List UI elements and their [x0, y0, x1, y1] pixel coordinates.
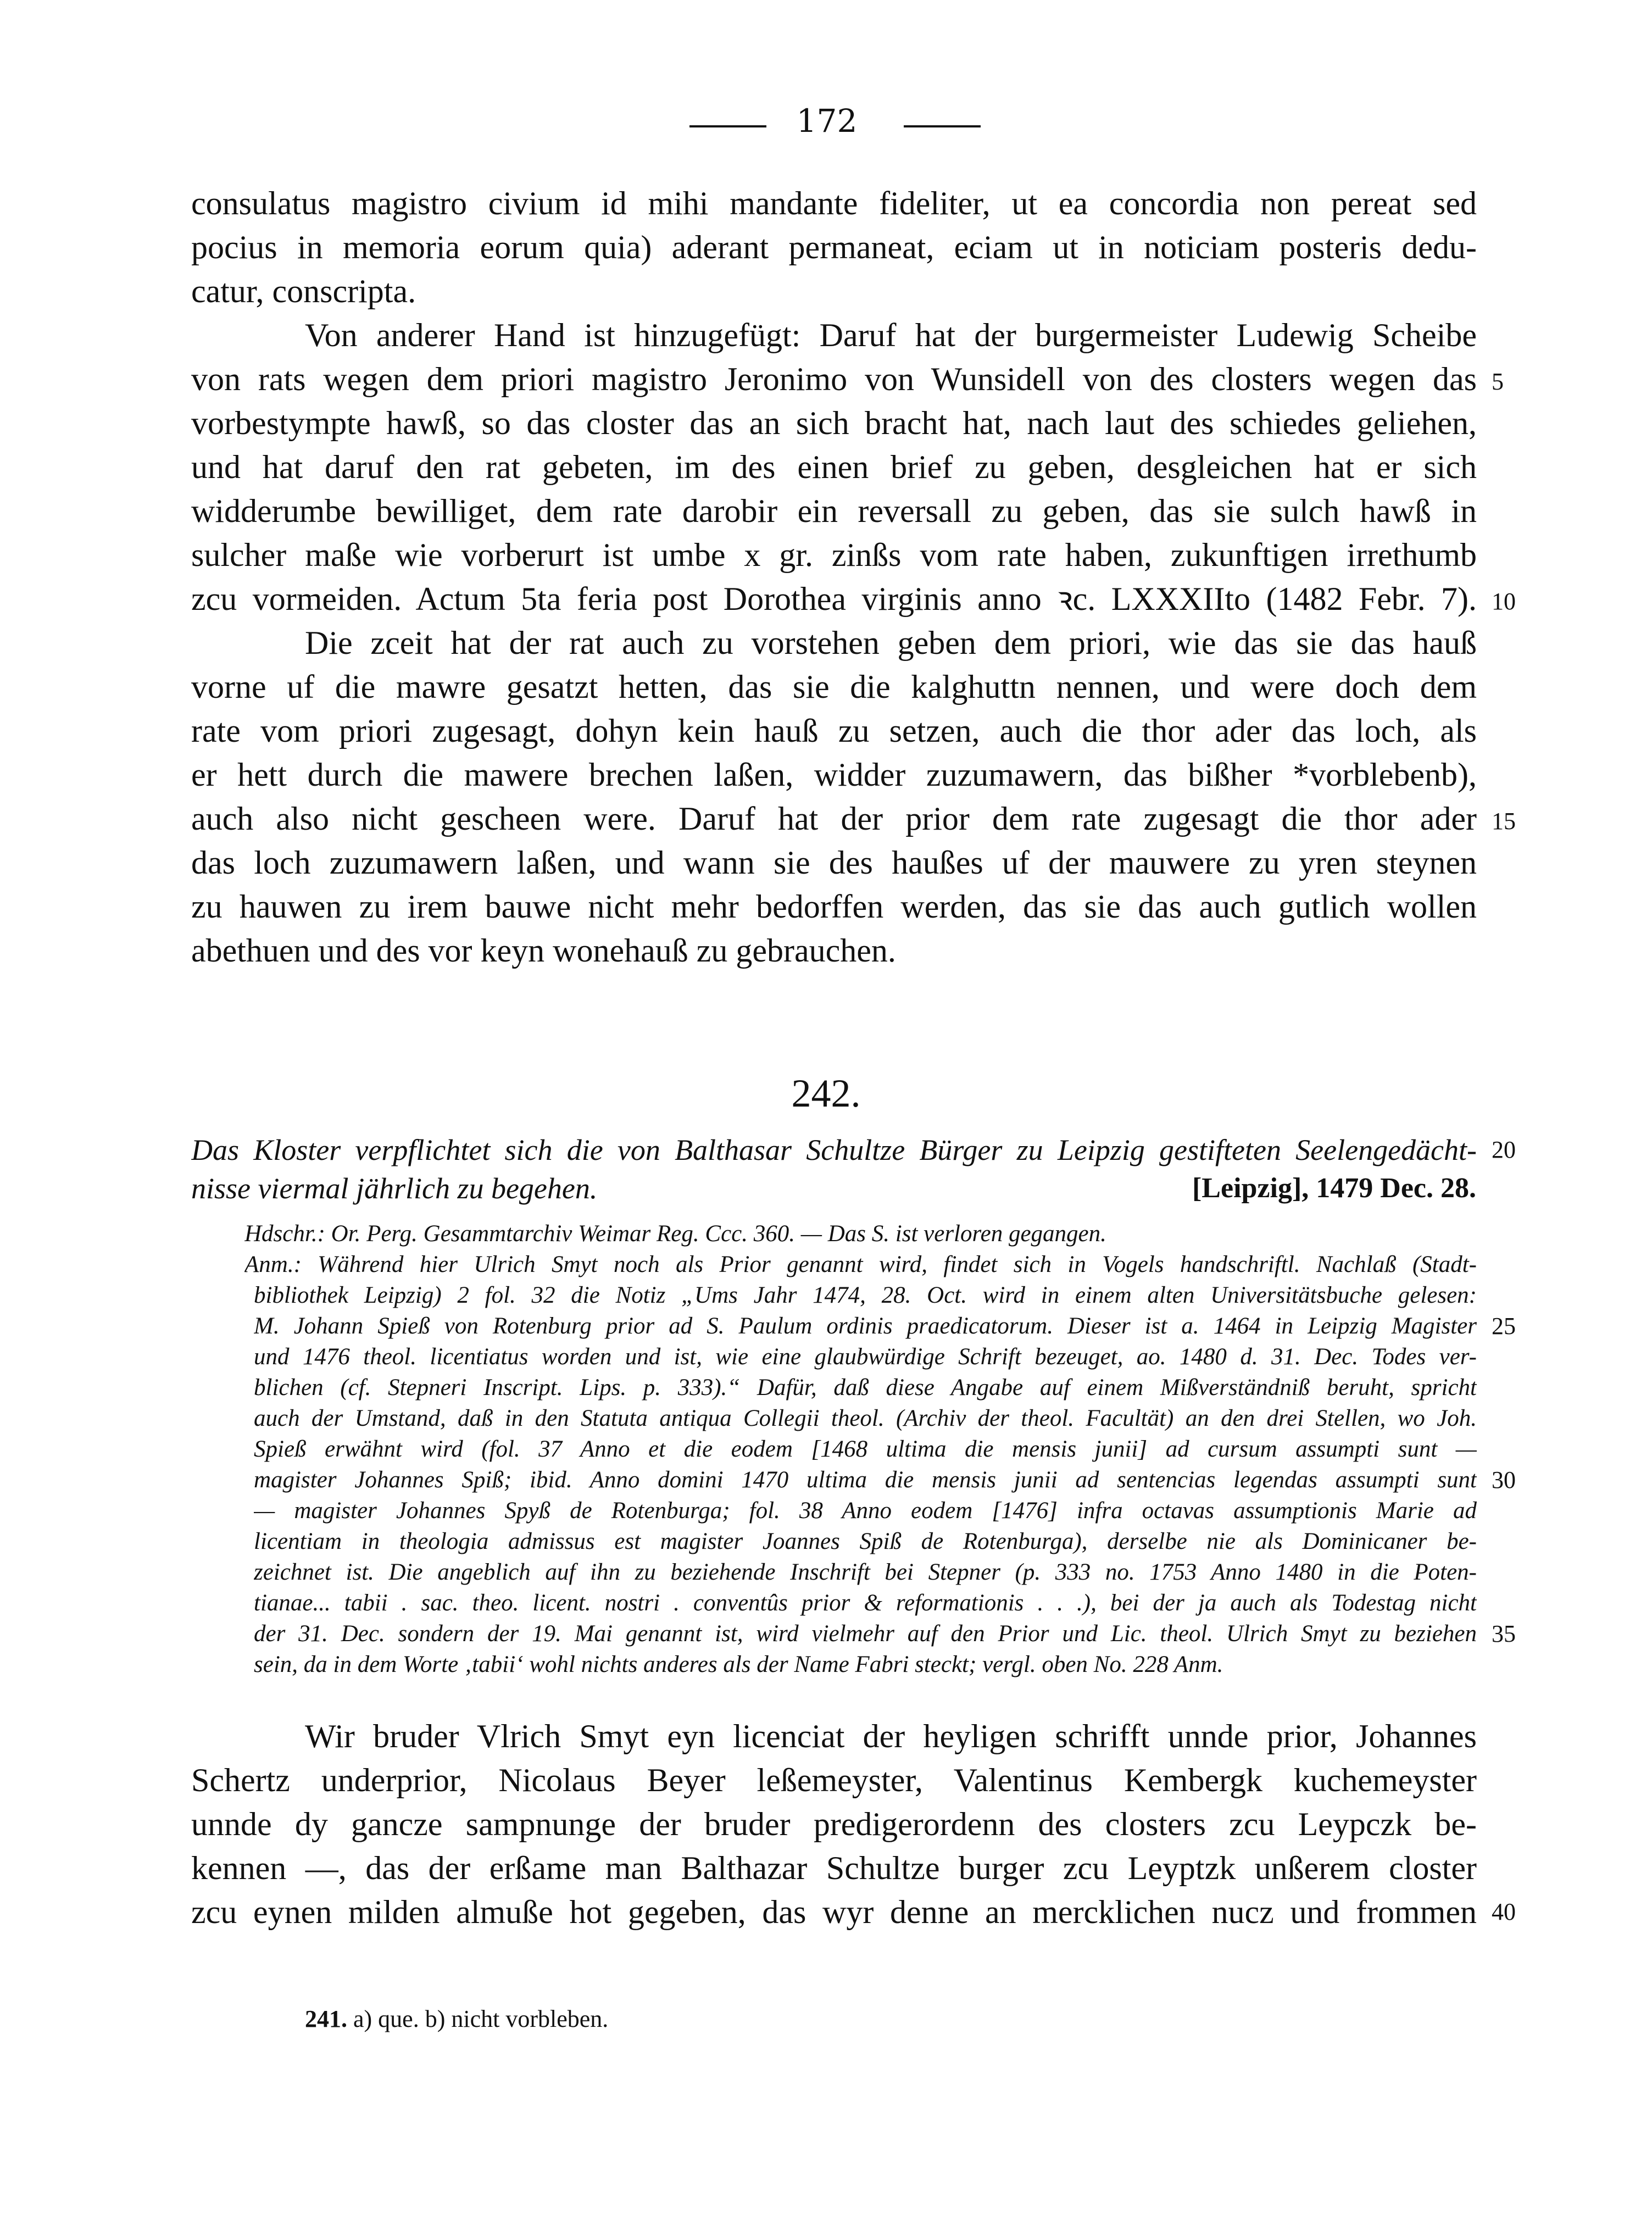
note-line: Hdschr.: Or. Perg. Gesammtarchiv Weimar Reg. Ccc. 360. — Das S. ist verloren gegangen. [244, 1221, 1106, 1247]
text-line: vorne uf die mawre gesatzt hetten, das sie die kalghuttn nennen, und were doch dem [191, 669, 1477, 705]
header-rule-left [689, 125, 766, 127]
text-line: Schertz underprior, Nicolaus Beyer leßemeyster, Valentinus Kembergk kuchemeyster [191, 1762, 1477, 1798]
note-line: der 31. Dec. sondern der 19. Mai genannt ist, wird vielmehr auf den Prior und Lic. theol. Ulrich Smyt zu beziehen [254, 1621, 1477, 1647]
note-line: — magister Johannes Spyß de Rotenburga; fol. 38 Anno eodem [1476] infra octavas assumptionis Marie ad [254, 1498, 1477, 1524]
text-line: rate vom priori zugesagt, dohyn kein hauß zu setzen, auch die thor ader das loch, als [191, 713, 1477, 749]
line-number-margin: 25 [1492, 1313, 1516, 1340]
text-line: pocius in memoria eorum quia) aderant permaneat, eciam ut in noticiam posteris dedu- [191, 229, 1477, 265]
note-line: M. Johann Spieß von Rotenburg prior ad S. Paulum ordinis praedicatorum. Dieser ist a. 1464 in Leipzig Magister [254, 1313, 1477, 1339]
regest-line: nisse viermal jährlich zu begehen. [191, 1172, 598, 1205]
note-line: blichen (cf. Stepneri Inscript. Lips. p. 333).“ Dafür, daß diese Angabe auf einem Mißverständniß beruht, spricht [254, 1375, 1477, 1401]
note-line: bibliothek Leipzig) 2 fol. 32 die Notiz „Ums Jahr 1474, 28. Oct. wird in einem alten Universitätsbuche gelesen: [254, 1282, 1477, 1308]
text-line: zcu eynen milden almuße hot gegeben, das wyr denne an mercklichen nucz und frommen [191, 1894, 1477, 1930]
text-line: zu hauwen zu irem bauwe nicht mehr bedorffen werden, das sie das auch gutlich wollen [191, 888, 1477, 925]
note-line: auch der Umstand, daß in den Statuta antiqua Collegii theol. (Archiv der theol. Facultät) an den drei Stellen, wo Joh. [254, 1405, 1477, 1431]
note-line: magister Johannes Spiß; ibid. Anno domini 1470 ultima die mensis junii ad sentencias legendas assumpti sunt [254, 1467, 1477, 1493]
text-line: auch also nicht gescheen were. Daruf hat der prior dem rate zugesagt die thor ader [191, 801, 1477, 837]
text-line: vorbestympte hawß, so das closter das an sich bracht hat, nach laut des schiedes geliehen, [191, 405, 1477, 441]
footnote-number: 241. [305, 2005, 347, 2032]
page-header [0, 93, 1652, 159]
note-line: zeichnet ist. Die angeblich auf ihn zu beziehende Inschrift bei Stepner (p. 333 no. 1753 Anno 1480 in die Poten- [254, 1559, 1477, 1585]
text-line: von rats wegen dem priori magistro Jeronimo von Wunsidell von des closters wegen das [191, 361, 1477, 397]
text-line: Von anderer Hand ist hinzugefügt: Daruf hat der burgermeister Ludewig Scheibe [305, 317, 1477, 353]
text-line: catur, conscripta. [191, 273, 416, 309]
line-number-margin: 15 [1492, 808, 1516, 835]
note-line: licentiam in theologia admissus est magister Joannes Spiß de Rotenburga), derselbe nie als Dominicaner be- [254, 1529, 1477, 1554]
regest-line: Das Kloster verpflichtet sich die von Balthasar Schultze Bürger zu Leipzig gestifteten Seelengedächt- [191, 1133, 1477, 1166]
header-rule-right [904, 125, 981, 127]
text-line: Wir bruder Vlrich Smyt eyn licenciat der heyligen schrifft unnde prior, Johannes [305, 1718, 1477, 1754]
text-line: widderumbe bewilliget, dem rate darobir ein reversall zu geben, das sie sulch hawß in [191, 493, 1477, 529]
note-line: tianae... tabii . sac. theo. licent. nostri . conventûs prior & reformationis . . .), bei der ja auch als Todestag nicht [254, 1590, 1477, 1616]
document-date: [Leipzig], 1479 Dec. 28. [1192, 1172, 1476, 1204]
text-line: das loch zuzumawern laßen, und wann sie des haußes uf der mauwere zu yren steynen [191, 844, 1477, 881]
footnote-text: a) que. b) nicht vorbleben. [353, 2005, 609, 2032]
text-line: consulatus magistro civium id mihi mandante fideliter, ut ea concordia non pereat sed [191, 185, 1477, 221]
footnote [305, 2003, 608, 2036]
note-line: und 1476 theol. licentiatus worden und ist, wie eine glaubwürdige Schrift bezeuget, ao. 1480 d. 31. Dec. Todes ver- [254, 1344, 1477, 1370]
text-line: unnde dy gancze sampnunge der bruder predigerordenn des closters zcu Leypczk be- [191, 1806, 1477, 1842]
text-line: kennen —, das der erßame man Balthazar Schultze burger zcu Leyptzk unßerem closter [191, 1850, 1477, 1886]
note-line: sein, da in dem Worte ‚tabii‘ wohl nichts anderes als der Name Fabri steckt; vergl. oben No. 228 Anm. [254, 1652, 1223, 1677]
text-line: sulcher maße wie vorberurt ist umbe x gr. zinßs vom rate haben, zukunftigen irrethumb [191, 537, 1477, 573]
line-number-margin: 5 [1492, 368, 1504, 395]
text-line: er hett durch die mawere brechen laßen, widder zuzumawern, das bißher *vorblebenb), [191, 757, 1477, 793]
note-line: Anm.: Während hier Ulrich Smyt noch als Prior genannt wird, findet sich in Vogels handschriftl. Nachlaß (Stadt- [244, 1252, 1477, 1277]
line-number-margin: 35 [1492, 1620, 1516, 1647]
note-line: Spieß erwähnt wird (fol. 37 Anno et die eodem [1468 ultima die mensis junii] ad cursum assumpti sunt — [254, 1436, 1477, 1462]
line-number-margin: 30 [1492, 1466, 1516, 1493]
page-number: 172 [796, 102, 858, 140]
text-line: abethuen und des vor keyn wonehauß zu gebrauchen. [191, 932, 896, 969]
line-number-margin: 10 [1492, 588, 1516, 615]
text-line: Die zceit hat der rat auch zu vorstehen geben dem priori, wie das sie das hauß [305, 625, 1477, 661]
line-number-margin: 20 [1492, 1136, 1516, 1163]
line-number-margin: 40 [1492, 1898, 1516, 1925]
text-line: zcu vormeiden. Actum 5ta feria post Dorothea virginis anno ꝛc. LXXXIIto (1482 Febr. 7). [191, 581, 1477, 617]
text-line: und hat daruf den rat gebeten, im des einen brief zu geben, desgleichen hat er sich [191, 449, 1477, 485]
document-number: 242. [791, 1071, 861, 1115]
